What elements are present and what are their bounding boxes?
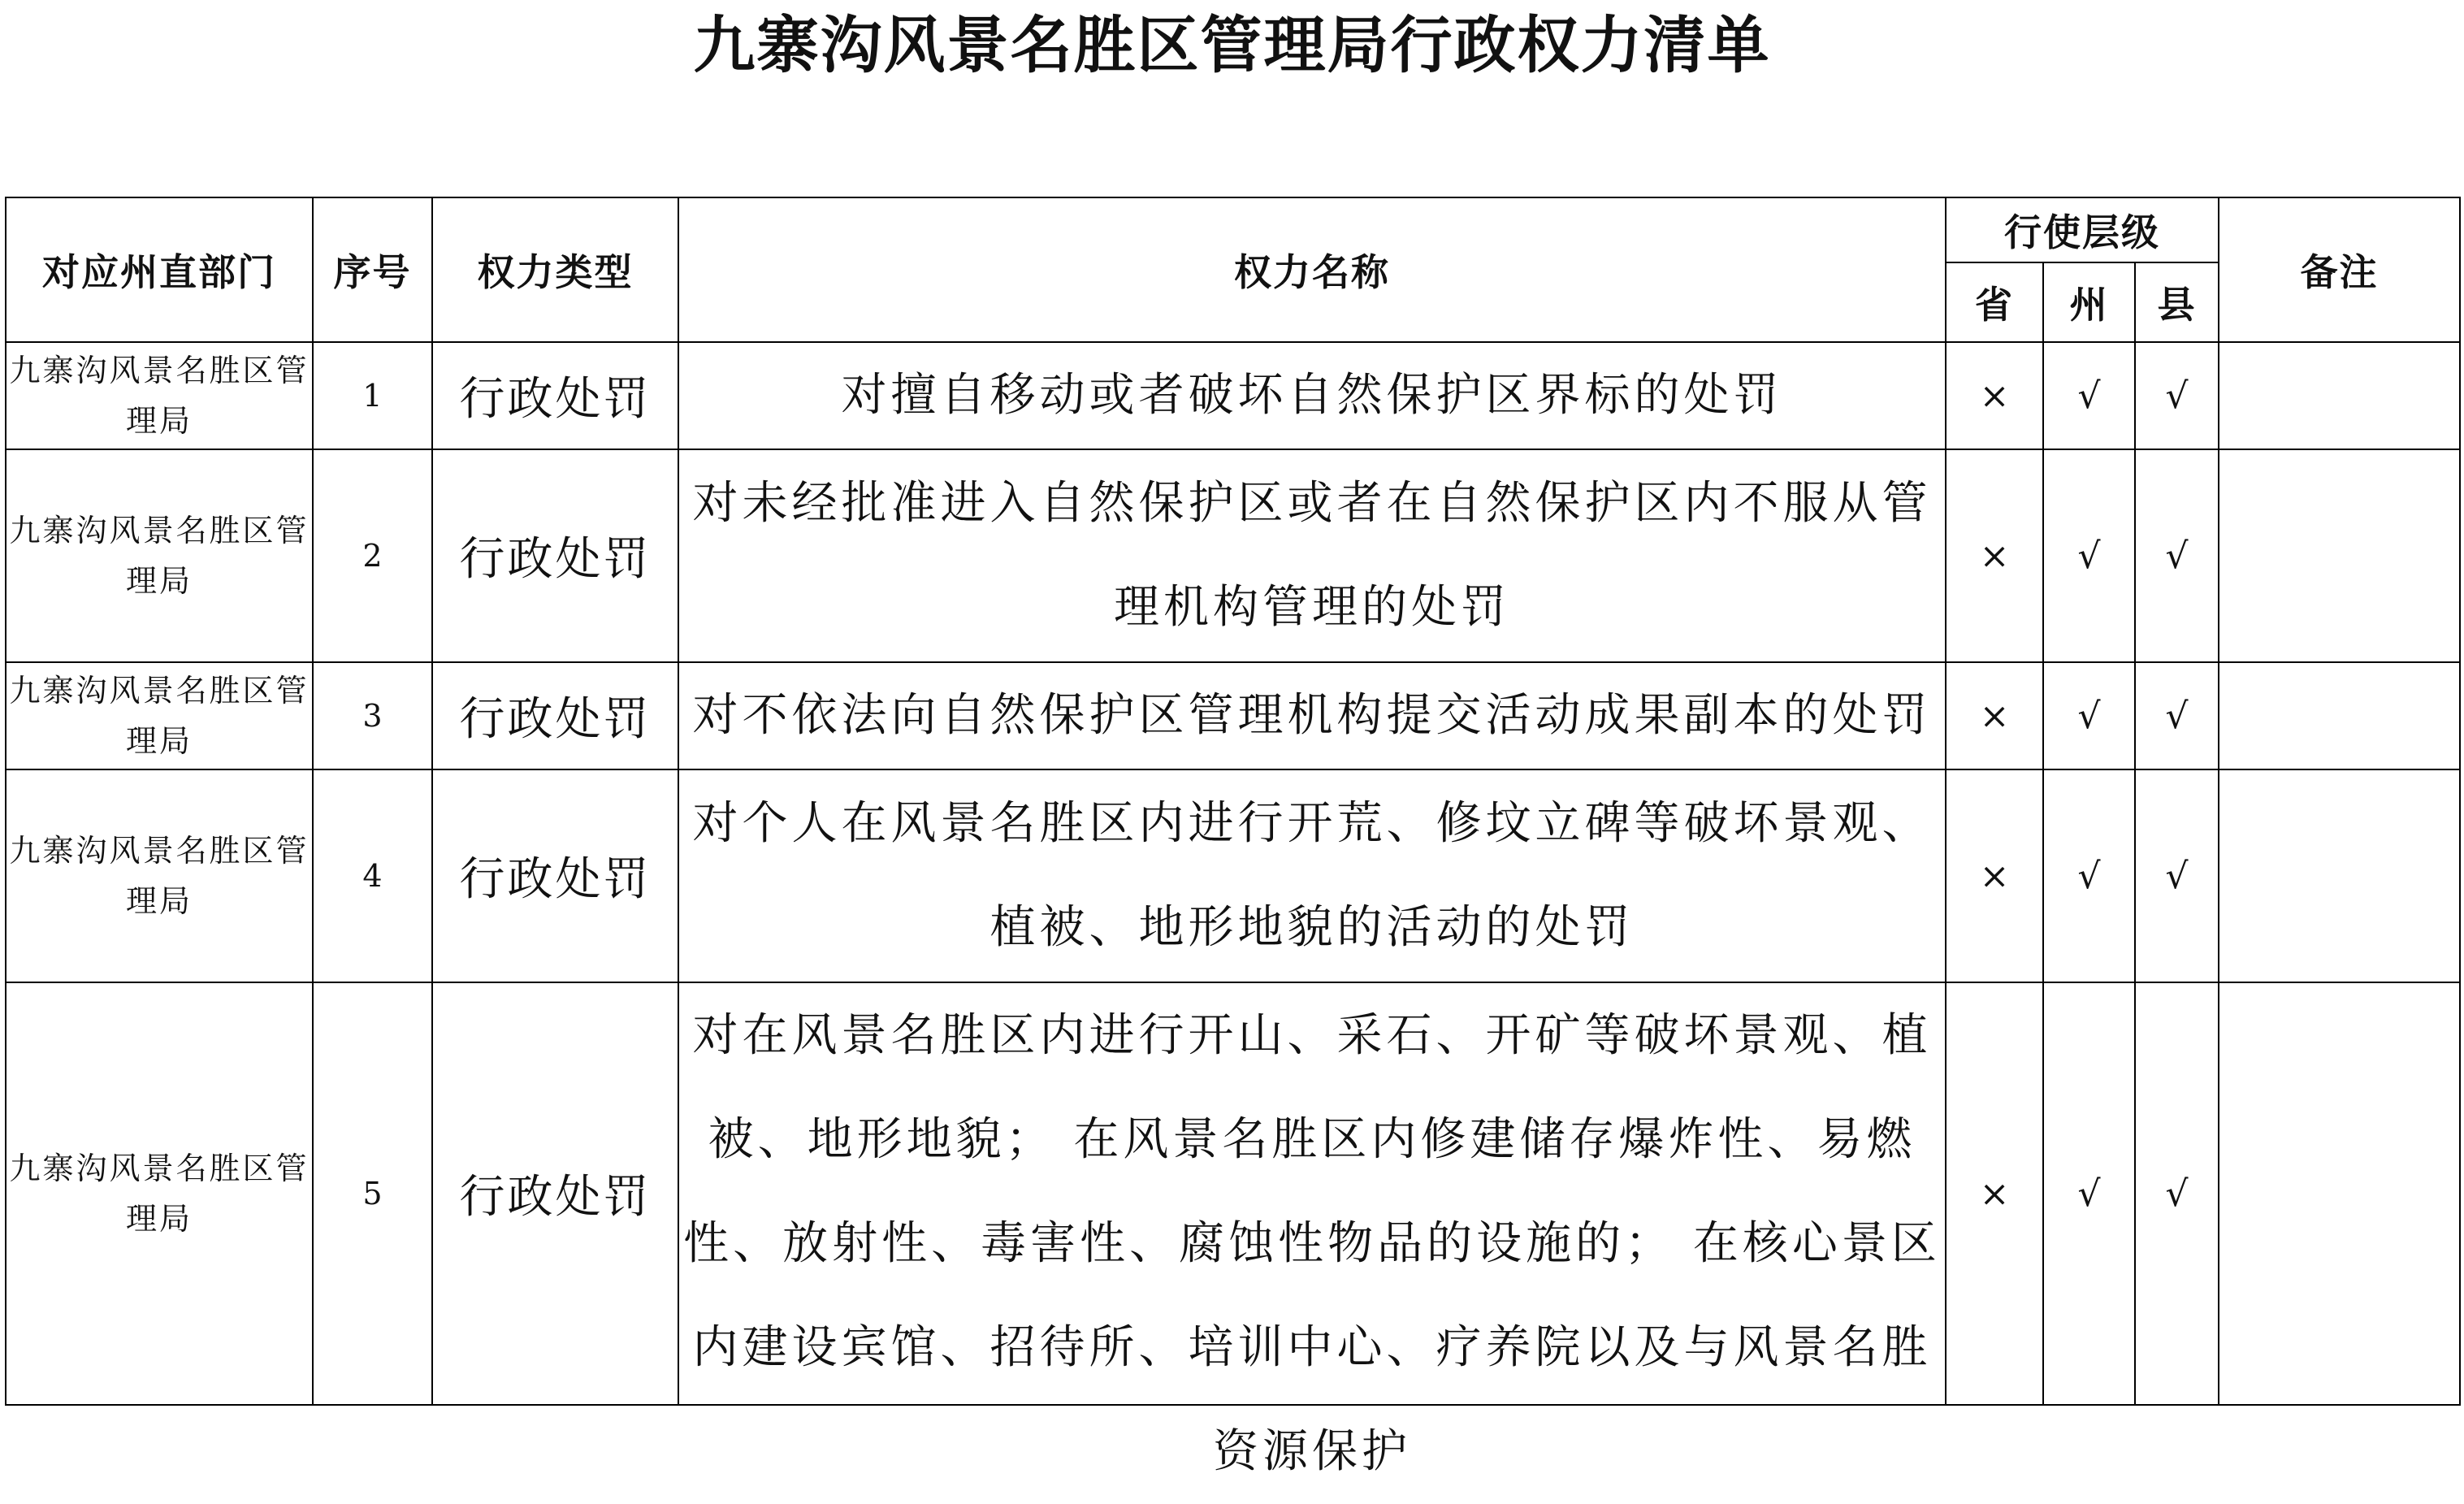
cell-department: 九寨沟风景名胜区管理局	[6, 449, 313, 662]
cell-seq: 1	[313, 342, 432, 449]
cell-power-name: 对不依法向自然保护区管理机构提交活动成果副本的处罚	[678, 662, 1946, 769]
cell-department: 九寨沟风景名胜区管理局	[6, 982, 313, 1405]
cell-power-name: 对擅自移动或者破坏自然保护区界标的处罚	[678, 342, 1946, 449]
cell-level-county: √	[2135, 982, 2219, 1405]
cell-power-name	[678, 982, 1946, 1478]
cell-level-county: √	[2135, 342, 2219, 449]
power-name-text: 对在风景名胜区内进行开山、采石、开矿等破坏景观、植被、地形地貌； 在风景名胜区内修建储存爆炸性、易燃性、放射性、毒害性、腐蚀性物品的设施的； 在核心景区内建设宾馆、招待所、培训中心、疗养院以及与风景名胜资源保护	[683, 1009, 1941, 1478]
cell-seq: 4	[313, 769, 432, 982]
cell-level-province: ×	[1946, 662, 2043, 769]
table-row	[6, 769, 2460, 982]
table-row	[6, 342, 2460, 449]
header-department: 对应州直部门	[6, 197, 313, 342]
cell-seq: 2	[313, 449, 432, 662]
cell-power-type: 行政处罚	[432, 662, 678, 769]
cell-level-province: ×	[1946, 342, 2043, 449]
header-level-prefecture: 州	[2043, 262, 2135, 342]
header-power-type: 权力类型	[432, 197, 678, 342]
cell-level-prefecture: √	[2043, 449, 2135, 662]
cell-level-prefecture: √	[2043, 982, 2135, 1405]
cell-remarks	[2219, 342, 2460, 449]
cell-level-county: √	[2135, 662, 2219, 769]
cell-remarks	[2219, 769, 2460, 982]
cell-department: 九寨沟风景名胜区管理局	[6, 662, 313, 769]
cell-level-county: √	[2135, 769, 2219, 982]
header-level-province: 省	[1946, 262, 2043, 342]
cell-power-type: 行政处罚	[432, 449, 678, 662]
cell-department: 九寨沟风景名胜区管理局	[6, 769, 313, 982]
cell-remarks	[2219, 982, 2460, 1405]
cell-seq: 5	[313, 982, 432, 1405]
document-title: 九寨沟风景名胜区管理局行政权力清单	[693, 9, 1771, 81]
cell-level-province: ×	[1946, 769, 2043, 982]
header-row	[6, 197, 2460, 262]
table-row	[6, 982, 2460, 1405]
header-power-name: 权力名称	[678, 197, 1946, 342]
header-seq: 序号	[313, 197, 432, 342]
cell-level-prefecture: √	[2043, 662, 2135, 769]
cell-level-province: ×	[1946, 982, 2043, 1405]
cell-power-name: 对个人在风景名胜区内进行开荒、修坟立碑等破坏景观、植被、地形地貌的活动的处罚	[678, 769, 1946, 982]
cell-department: 九寨沟风景名胜区管理局	[6, 342, 313, 449]
cell-level-province: ×	[1946, 449, 2043, 662]
table-row	[6, 662, 2460, 769]
cell-level-prefecture: √	[2043, 769, 2135, 982]
cell-power-name: 对未经批准进入自然保护区或者在自然保护区内不服从管理机构管理的处罚	[678, 449, 1946, 662]
cell-power-type: 行政处罚	[432, 342, 678, 449]
header-remarks: 备注	[2219, 197, 2460, 342]
cell-power-type: 行政处罚	[432, 982, 678, 1405]
table-row	[6, 449, 2460, 662]
cell-level-county: √	[2135, 449, 2219, 662]
cell-power-type: 行政处罚	[432, 769, 678, 982]
administrative-power-table	[5, 197, 2461, 1478]
cell-remarks	[2219, 662, 2460, 769]
header-level-county: 县	[2135, 262, 2219, 342]
header-level-group: 行使层级	[1946, 197, 2219, 262]
cell-level-prefecture: √	[2043, 342, 2135, 449]
cell-seq: 3	[313, 662, 432, 769]
cell-remarks	[2219, 449, 2460, 662]
